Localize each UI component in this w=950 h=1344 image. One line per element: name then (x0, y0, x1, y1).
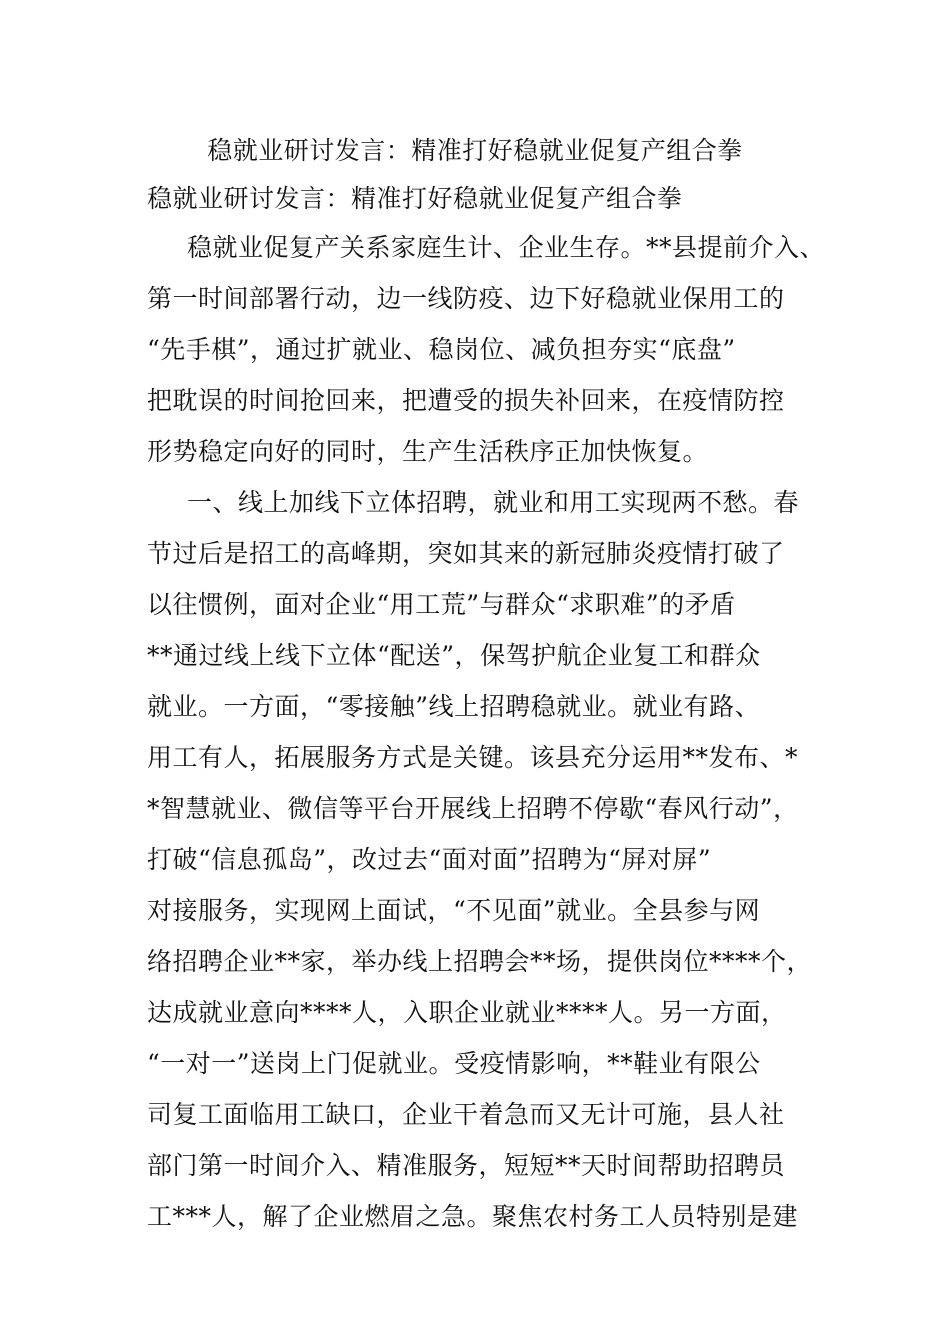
text-line: **通过线上线下立体“配送”，保驾护航企业复工和群众 (147, 641, 761, 670)
text-line: 用工有人，拓展服务方式是关键。该县充分运用**发布、* (147, 743, 799, 772)
text-line: 节过后是招工的高峰期，突如其来的新冠肺炎疫情打破了 (147, 539, 785, 568)
text-line: 对接服务，实现网上面试，“不见面”就业。全县参与网 (147, 896, 761, 925)
text-line: “一对一”送岗上门促就业。受疫情影响，**鞋业有限公 (147, 1049, 761, 1078)
text-line: 打破“信息孤岛”，改过去“面对面”招聘为“屏对屏” (147, 845, 712, 874)
text-line: 形势稳定向好的同时，生产生活秩序正加快恢复。 (147, 437, 709, 466)
text-line: *智慧就业、微信等平台开展线上招聘不停歇“春风行动”， (147, 794, 799, 823)
text-line: 一、线上加线下立体招聘，就业和用工实现两不愁。春 (187, 488, 800, 517)
text-line: 以往惯例，面对企业“用工荒”与群众“求职难”的矛盾 (147, 590, 736, 619)
document-body (147, 230, 827, 1250)
text-line: 络招聘企业**家，举办线上招聘会**场，提供岗位****个， (147, 947, 813, 976)
document-title: 稳就业研讨发言：精准打好稳就业促复产组合拳 (207, 136, 743, 165)
text-line: 就业。一方面，“零接触”线上招聘稳就业。就业有路、 (147, 692, 761, 721)
text-line: 稳就业促复产关系家庭生计、企业生存。**县提前介入、 (187, 233, 826, 262)
text-line: 工***人，解了企业燃眉之急。聚焦农村务工人员特别是建 (147, 1202, 799, 1231)
text-line: 司复工面临用工缺口，企业干着急而又无计可施，县人社 (147, 1100, 785, 1129)
document-subtitle: 稳就业研讨发言：精准打好稳就业促复产组合拳 (147, 184, 683, 213)
text-line: 第一时间部署行动，边一线防疫、边下好稳就业保用工的 (147, 284, 785, 313)
text-line: “先手棋”，通过扩就业、稳岗位、减负担夯实“底盘” (147, 335, 736, 364)
text-line: 达成就业意向****人，入职企业就业****人。另一方面， (147, 998, 787, 1027)
text-line: 部门第一时间介入、精准服务，短短**天时间帮助招聘员 (147, 1151, 786, 1180)
text-line: 把耽误的时间抢回来，把遭受的损失补回来，在疫情防控 (147, 386, 785, 415)
